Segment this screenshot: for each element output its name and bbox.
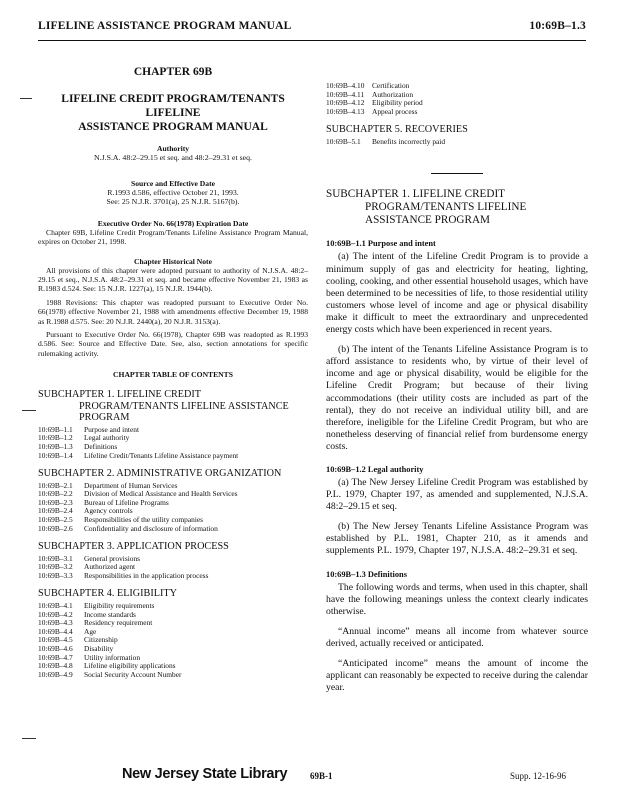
header-rule: [38, 40, 586, 41]
toc-entry[interactable]: [326, 138, 588, 147]
toc-entry[interactable]: [326, 99, 588, 108]
toc-entry-title: Responsibilities in the application process: [84, 570, 209, 580]
toc-entry-title: Department of Human Services: [84, 480, 178, 490]
toc-subchapter-line: PROGRAM/TENANTS LIFELINE ASSISTANCE: [79, 400, 289, 412]
toc-subchapter-heading: SUBCHAPTER 5. RECOVERIES: [326, 124, 468, 136]
running-head-title: LIFELINE ASSISTANCE PROGRAM MANUAL: [38, 20, 292, 32]
toc-entry-title: Social Security Account Number: [84, 669, 182, 679]
toc-entry-number: 10:69B–2.1: [38, 480, 73, 490]
toc-entry-number: 10:69B–2.5: [38, 515, 73, 524]
margin-mark: [22, 410, 36, 411]
toc-list: [326, 138, 588, 147]
toc-entry[interactable]: [38, 555, 308, 564]
authority-heading: Authority: [156, 144, 190, 153]
right-column: [326, 46, 588, 700]
source-heading: Source and Effective Date: [130, 178, 215, 188]
section-heading: 10:69B–1.2 Legal authority: [326, 464, 424, 474]
toc-entry-title: Income standards: [84, 609, 136, 619]
toc-entry-number: 10:69B–2.2: [38, 489, 73, 499]
subchapter-heading-line: PROGRAM/TENANTS LIFELINE: [365, 201, 527, 214]
toc-entry-number: 10:69B–2.4: [38, 506, 73, 516]
toc-entry-title: Eligibility period: [372, 98, 423, 108]
toc-list: [326, 82, 588, 116]
margin-mark: [22, 738, 36, 739]
toc-entry-number: 10:69B–3.2: [38, 562, 73, 572]
toc-entry-number: 10:69B–1.1: [38, 424, 73, 434]
margin-mark: [20, 98, 32, 99]
toc-subchapter-line: PROGRAM: [79, 412, 130, 424]
historical-note-heading: Chapter Historical Note: [134, 256, 212, 266]
toc-entry[interactable]: [38, 452, 308, 461]
toc-entry[interactable]: [38, 434, 308, 443]
toc-entry[interactable]: [38, 602, 308, 611]
toc-entry[interactable]: [38, 636, 308, 645]
toc-entry-title: Certification: [372, 81, 410, 90]
toc-entry-title: Authorized agent: [84, 562, 136, 572]
toc-entry-number: 10:69B–4.12: [326, 98, 365, 108]
toc-entry[interactable]: [38, 611, 308, 620]
toc-entry[interactable]: [38, 619, 308, 628]
section-divider: [431, 173, 483, 174]
definition-paragraph: “Anticipated income” means the amount of income the applicant can reasonably be expected to receive during the calendar year.: [326, 658, 588, 694]
toc-entry-number: 10:69B–2.6: [38, 523, 73, 533]
toc-list: [38, 426, 308, 460]
subchapter-heading-line: ASSISTANCE PROGRAM: [365, 214, 490, 227]
toc-entry-title: Lifeline Credit/Tenants Lifeline Assistance payment: [84, 450, 239, 460]
section-paragraph: (a) The intent of the Lifeline Credit Program is to provide a minimum supply of gas and electricity for heating, lighting, cooling, cooking, and other essential household usages, which have been determined to be necessities of life, to those residential utility customers whose level of income and age or physical disability make it difficult to meet the extraordinary and unprecedented energy costs which have been experienced in recent years.: [326, 251, 588, 336]
page-number: 69B-1: [310, 771, 333, 781]
toc-subchapter-heading: SUBCHAPTER 3. APPLICATION PROCESS: [38, 541, 229, 553]
subchapter-heading-line: SUBCHAPTER 1. LIFELINE CREDIT: [326, 188, 505, 201]
toc-entry-number: 10:69B–4.7: [38, 652, 73, 662]
toc-heading: CHAPTER TABLE OF CONTENTS: [113, 370, 233, 380]
chapter-number: CHAPTER 69B: [133, 66, 213, 78]
toc-entry-number: 10:69B–1.3: [38, 441, 73, 451]
section-paragraph: (b) The New Jersey Tenants Lifeline Assistance Program was established by P.L. 1981, Chapter 210, as it amends and supplements P.L. 1979, Chapter 197, N.J.S.A. 48:2–29.31 et seq.: [326, 521, 588, 557]
toc-entry-number: 10:69B–4.1: [38, 600, 73, 610]
toc-entry-number: 10:69B–4.5: [38, 635, 73, 645]
section-paragraph: The following words and terms, when used in this chapter, shall have the following meanings unless the context clearly indicates otherwise.: [326, 581, 588, 617]
toc-entry-title: Citizenship: [84, 635, 118, 645]
executive-order-text: Chapter 69B, Lifeline Credit Program/Tenants Lifeline Assistance Program Manual, expires on October 21, 1998.: [38, 227, 308, 247]
toc-entry-title: Responsibilities of the utility companies: [84, 515, 204, 524]
toc-entry-title: Legal authority: [84, 433, 130, 443]
toc-list: [38, 555, 308, 581]
toc-entry-title: Utility information: [84, 652, 141, 662]
toc-entry-number: 10:69B–1.4: [38, 450, 73, 460]
toc-entry[interactable]: [38, 645, 308, 654]
historical-note-paragraph: Pursuant to Executive Order No. 66(1978), Chapter 69B was readopted as R.1993 d.586. See: Source and Effective Date. See, also, section annotations for specific rulemaking activity.: [38, 330, 308, 358]
chapter-title-line: LIFELINE CREDIT PROGRAM/TENANTS LIFELINE: [61, 93, 285, 119]
toc-entry[interactable]: [326, 108, 588, 117]
toc-entry-number: 10:69B–4.10: [326, 81, 365, 90]
toc-entry-title: Division of Medical Assistance and Health Services: [84, 489, 238, 499]
toc-entry-title: Eligibility requirements: [84, 600, 155, 610]
toc-entry-title: Purpose and intent: [84, 424, 140, 434]
toc-entry-number: 10:69B–3.1: [38, 553, 73, 563]
toc-entry-title: Appeal process: [372, 106, 418, 116]
chapter-title: [38, 92, 308, 134]
chapter-title-line: ASSISTANCE PROGRAM MANUAL: [78, 121, 268, 133]
toc-entry-number: 10:69B–3.3: [38, 570, 73, 580]
historical-note-paragraph: 1988 Revisions: This chapter was readopted pursuant to Executive Order No. 66(1978) effective November 21, 1988 with amendments effective December 19, 1988 as R.1988 d.575. See: 20 N.J.R. 2440(a), 20 N.J.R. 3153(a).: [38, 297, 308, 326]
toc-entry[interactable]: [38, 426, 308, 435]
source-line: R.1993 d.586, effective October 21, 1993.: [107, 187, 239, 197]
toc-entry[interactable]: [326, 91, 588, 100]
toc-entry-title: Age: [84, 626, 97, 636]
toc-entry[interactable]: [38, 628, 308, 637]
authority-text: N.J.S.A. 48:2–29.15 et seq. and 48:2–29.31 et seq.: [94, 153, 252, 162]
toc-entry-number: 10:69B–4.4: [38, 626, 73, 636]
toc-entry-title: Lifeline eligibility applications: [84, 661, 176, 671]
toc-entry-title: Bureau of Lifeline Programs: [84, 497, 169, 507]
toc-subchapter-heading: SUBCHAPTER 4. ELIGIBILITY: [38, 588, 177, 600]
toc-entry[interactable]: [38, 490, 308, 499]
toc-entry[interactable]: [326, 82, 588, 91]
toc-entry-number: 10:69B–4.8: [38, 661, 73, 671]
toc-entry-title: Agency controls: [84, 506, 133, 516]
toc-entry-number: 10:69B–4.2: [38, 609, 73, 619]
toc-entry-title: Confidentiality and disclosure of information: [84, 523, 218, 533]
toc-entry-number: 10:69B–4.13: [326, 106, 365, 116]
toc-entry-title: Disability: [84, 643, 114, 653]
section-heading: 10:69B–1.1 Purpose and intent: [326, 239, 436, 249]
toc-list: [38, 602, 308, 679]
toc-subchapter-heading: [38, 389, 308, 424]
toc-entry-number: 10:69B–4.9: [38, 669, 73, 679]
section-paragraph: (b) The intent of the Tenants Lifeline Assistance Program is to afford assistance to residents who, by virtue of their level of income and age or physical disability, would be eligible for the Lifeline Credit Program; but because of their living accommodations (their utility costs are included as part of the rental), they do not receive an individual utility bill, and are therefore, ineligible for the Lifeline Credit Program, but who are nonetheless deserving of financial relief from burdensome energy costs.: [326, 344, 588, 452]
toc-entry-number: 10:69B–2.3: [38, 497, 73, 507]
section-heading: 10:69B–1.3 Definitions: [326, 569, 407, 579]
toc-entry-title: Definitions: [84, 441, 118, 451]
toc-entry-number: 10:69B–4.6: [38, 643, 73, 653]
definition-paragraph: “Annual income” means all income from whatever source derived, actually received or anticipated.: [326, 625, 588, 649]
toc-entry[interactable]: [38, 499, 308, 508]
library-stamp: New Jersey State Library: [122, 766, 288, 782]
toc-list: [38, 482, 308, 534]
toc-entry-number: 10:69B–5.1: [326, 136, 361, 146]
toc-entry-number: 10:69B–1.2: [38, 433, 73, 443]
toc-subchapter-line: SUBCHAPTER 1. LIFELINE CREDIT: [38, 389, 201, 401]
toc-entry-number: 10:69B–4.3: [38, 618, 73, 628]
left-column: [38, 46, 308, 679]
toc-entry[interactable]: [38, 572, 308, 581]
toc-entry[interactable]: [38, 525, 308, 534]
supplement-date: Supp. 12-16-96: [510, 771, 566, 781]
toc-entry-title: Residency requirement: [84, 618, 153, 628]
source-line: See: 25 N.J.R. 3701(a), 25 N.J.R. 5167(b).: [106, 197, 240, 207]
toc-subchapter-heading: SUBCHAPTER 2. ADMINISTRATIVE ORGANIZATION: [38, 468, 282, 480]
toc-entry-title: Benefits incorrectly paid: [372, 136, 446, 146]
historical-note-paragraph: All provisions of this chapter were adopted pursuant to authority of N.J.S.A. 48:2–29.15 et seq., N.J.S.A. 48:2–29.31 et seq. and became effective November 21, 1983 as R.1983 d.524. See: 15 N.J.R. 1227(a), 15 N.J.R. 1944(b).: [38, 265, 308, 294]
toc-entry[interactable]: [38, 671, 308, 680]
toc-entry-title: Authorization: [372, 89, 414, 99]
toc-entry-title: General provisions: [84, 553, 141, 563]
subchapter-heading: [326, 188, 588, 227]
toc-entry-number: 10:69B–4.11: [326, 89, 365, 99]
section-paragraph: (a) The New Jersey Lifeline Credit Program was established by P.L. 1979, Chapter 197, as amended and supplemented, N.J.S.A. 48:2–29.15 et seq.: [326, 476, 588, 513]
executive-order-heading: Executive Order No. 66(1978) Expiration Date: [97, 218, 249, 228]
running-head-section: 10:69B–1.3: [529, 20, 586, 32]
